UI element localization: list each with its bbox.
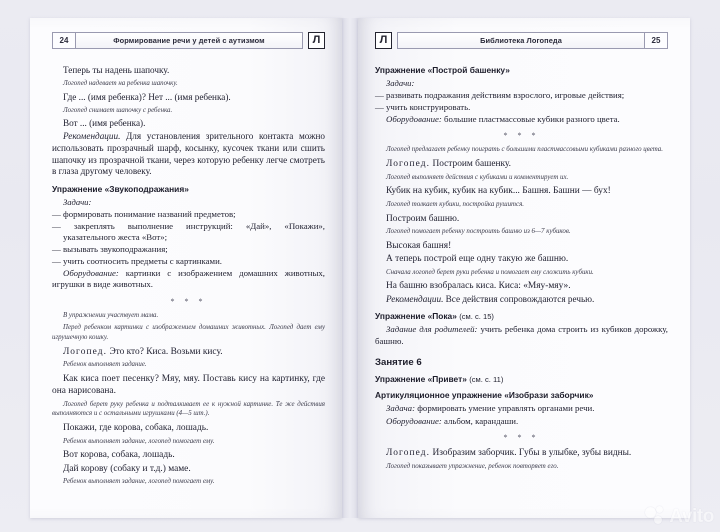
- right-page: [358, 18, 690, 518]
- exercise-heading: Упражнение «Построй башенку»: [375, 65, 510, 75]
- speaker-name: Логопед.: [386, 159, 431, 170]
- speech-line: Дай корову (собаку и т.д.) маме.: [63, 463, 191, 474]
- book-gutter: [342, 18, 358, 518]
- equipment-paragraph: [52, 268, 325, 291]
- exercise-heading: [375, 311, 668, 321]
- tasks-list: [375, 90, 668, 113]
- right-page-text-column: [375, 65, 668, 472]
- list-item: — учить соотносить предметы с картинками.: [52, 256, 223, 267]
- speech-text: Построим башенку.: [430, 159, 512, 170]
- speech-line: [375, 447, 668, 459]
- right-page-number: 25: [644, 32, 668, 49]
- list-item: — закреплять выполнение инструкций: «Дай», «Покажи», указательного жеста «Вот»;: [52, 220, 325, 243]
- speaker-name: Логопед.: [63, 346, 108, 357]
- stage-direction: Логопед берет руку ребенка и подталкивает ее к нужной картинке. Те же действия выполняются и с остальными игрушками (4—5 шт.).: [52, 400, 325, 418]
- paragraph: Теперь ты надень шапочку.: [63, 65, 170, 75]
- equipment-label: Оборудование:: [386, 415, 442, 426]
- exercise-heading: Артикуляционное упражнение «Изобрази заборчик»: [375, 390, 594, 401]
- speech-text: Это кто? Киса. Возьми кису.: [107, 346, 223, 357]
- speech-line: [375, 158, 668, 170]
- equipment-label: Оборудование:: [63, 268, 119, 279]
- left-page-text-column: [52, 65, 325, 487]
- parent-task-text: учить ребенка дома строить из кубиков дорожку, башню.: [375, 324, 668, 346]
- speech-line: Вот корова, собака, лошадь.: [63, 450, 175, 461]
- right-running-head-bar: [397, 32, 644, 49]
- publisher-logo-icon: Л: [308, 32, 325, 49]
- recommendation-label: Рекомендации.: [386, 293, 444, 304]
- recommendation-paragraph: [52, 131, 325, 177]
- stage-direction: Перед ребенком картинки с изображением домашних животных. Логопед дает ему игрушечную кошку.: [52, 324, 325, 342]
- task-text: формировать умение управлять органами речи.: [415, 403, 595, 414]
- parent-task-label: Задание для родителей:: [386, 324, 478, 335]
- equipment-text: большие пластмассовые кубики разного цвета.: [441, 114, 620, 125]
- stage-direction: Логопед толкает кубики, постройка рушится.: [386, 201, 525, 209]
- book-spread: [30, 18, 690, 518]
- task-label: Задача:: [386, 403, 416, 414]
- section-divider-asterisks: * * *: [503, 131, 540, 141]
- paragraph: Где ... (имя ребенка)? Нет ... (имя ребенка).: [63, 91, 231, 102]
- tasks-label: Задачи:: [63, 196, 92, 207]
- lesson-heading: Занятие 6: [375, 357, 422, 369]
- stage-direction: Ребенок выполняет задание.: [63, 361, 147, 369]
- list-item: — вызывать звукоподражания;: [52, 244, 168, 255]
- tasks-label: Задачи:: [386, 78, 415, 88]
- right-running-head: [375, 32, 668, 49]
- stage-direction: В упражнении участвует мама.: [63, 311, 159, 319]
- speech-line: Кубик на кубик, кубик на кубик... Башня. Башни — бух!: [386, 186, 611, 197]
- exercise-heading-reference: (см. с. 15): [459, 312, 494, 322]
- list-item: — формировать понимание названий предметов;: [52, 209, 236, 220]
- speaker-name: Логопед.: [386, 448, 431, 459]
- avito-watermark-text: Avito: [669, 505, 714, 527]
- left-page-number: 24: [52, 32, 76, 49]
- paragraph: Вот ... (имя ребенка).: [63, 118, 146, 129]
- exercise-heading-title: Упражнение «Пока»: [375, 311, 457, 322]
- speech-line: [52, 346, 325, 358]
- recommendation-paragraph: [375, 294, 668, 306]
- stage-direction: Сначала логопед берет руки ребенка и помогает ему сложить кубики.: [386, 268, 594, 276]
- speech-line: Высокая башня!: [386, 240, 452, 251]
- list-item: — развивать подражания действиям взрослого, игровые действия;: [375, 90, 625, 101]
- exercise-heading-reference: (см. с. 11): [469, 375, 504, 385]
- task-paragraph: [375, 403, 668, 414]
- stage-direction: Ребенок выполняет задание, логопед помогает ему.: [63, 478, 215, 486]
- left-running-head-title: Формирование речи у детей с аутизмом: [113, 36, 265, 45]
- stage-direction: Логопед помогает ребенку построить башню из 6—7 кубиков.: [386, 228, 571, 236]
- recommendation-text: Для установления зрительного контакта можно использовать прозрачный шарф, косынку, кусочек ткани или сшить шапочку из прозрачной ткани, через которую ребенку легче смотреть в глаза другому человеку.: [52, 131, 325, 177]
- speech-line: Построим башню.: [386, 213, 460, 224]
- stage-direction: Логопед надевает на ребенка шапочку.: [63, 80, 178, 88]
- section-divider-asterisks: * * *: [170, 296, 207, 306]
- stage-direction: Ребенок выполняет задание, логопед помогает ему.: [63, 437, 215, 445]
- equipment-label: Оборудование:: [386, 114, 442, 125]
- equipment-text: картинки с изображением домашних животных, игрушки в виде животных.: [52, 268, 325, 290]
- recommendation-label: Рекомендации.: [63, 131, 121, 142]
- tasks-list: [52, 209, 325, 268]
- stage-direction: Логопед показывает упражнение, ребенок повторяет его.: [386, 463, 559, 471]
- section-divider-asterisks: * * *: [503, 433, 540, 443]
- exercise-heading: Упражнение «Звукоподражания»: [52, 183, 189, 194]
- recommendation-text: Все действия сопровождаются речью.: [443, 293, 595, 304]
- speech-line: На башню взобралась киса. Киса: «Мяу-мяу».: [386, 281, 571, 292]
- stage-direction: Логопед снимает шапочку с ребенка.: [63, 106, 173, 114]
- left-page: [30, 18, 342, 518]
- list-item: — учить конструировать.: [375, 102, 471, 113]
- speech-line: Покажи, где корова, собака, лошадь.: [63, 423, 209, 434]
- stage-direction: Логопед выполняет действия с кубиками и комментирует их.: [386, 173, 569, 181]
- right-running-head-title: Библиотека Логопеда: [480, 36, 562, 45]
- equipment-paragraph: [375, 416, 668, 427]
- exercise-heading-title: Упражнение «Привет»: [375, 374, 467, 385]
- speech-text: Изобразим заборчик. Губы в улыбке, зубы видны.: [430, 448, 632, 459]
- speech-line: А теперь построй еще одну такую же башню.: [386, 254, 569, 265]
- left-running-head-bar: [76, 32, 303, 49]
- parent-task-paragraph: [375, 324, 668, 347]
- equipment-text: альбом, карандаши.: [441, 415, 519, 426]
- left-running-head: [52, 32, 325, 49]
- publisher-logo-icon: Л: [375, 32, 392, 49]
- speech-line: Как киса поет песенку? Мяу, мяу. Поставь кису на картинку, где она нарисована.: [52, 373, 325, 397]
- equipment-paragraph: [375, 114, 668, 125]
- exercise-heading: [375, 374, 668, 384]
- stage-direction: Логопед предлагает ребенку поиграть с большими пластмассовыми кубиками разного цвета.: [386, 146, 663, 154]
